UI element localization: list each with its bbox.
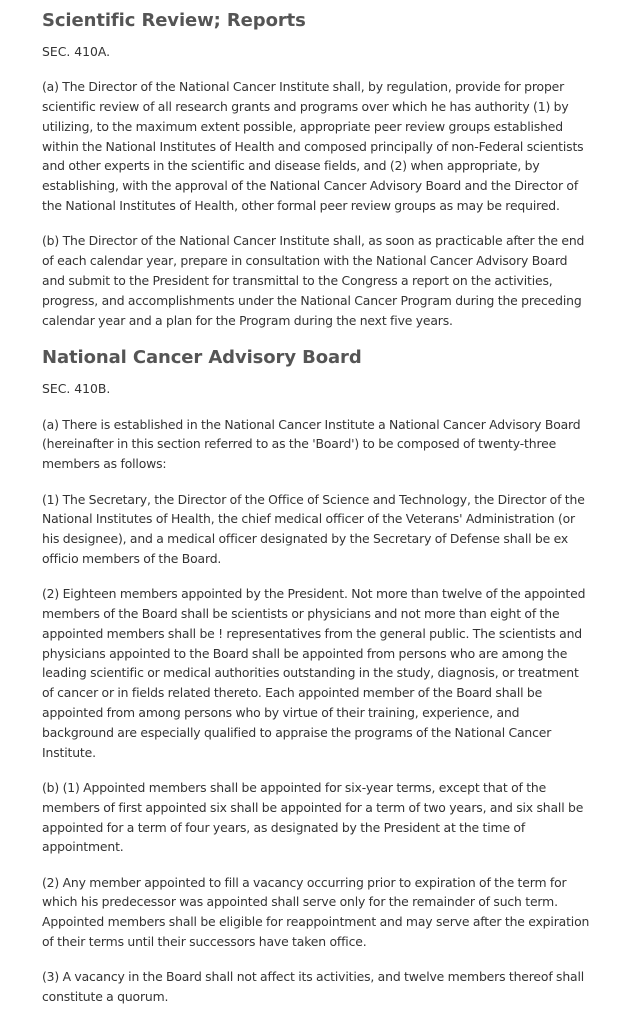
section-advisory-board	[42, 343, 590, 1007]
paragraph: (2) Eighteen members appointed by the President. Not more than twelve of the appointed members of the Board shall be scientists or physicians and not more than eight of the appointed members shall be ! representatives from the general public. The scientists and physicians appointed to the Board shall be appointed from persons who are among the leading scientific or medical authorities outstanding in the study, diagnosis, or treatment of cancer or in fields related thereto. Each appointed member of the Board shall be appointed from among persons who by virtue of their training, experience, and background are especially qualified to appraise the programs of the National Cancer Institute.	[42, 586, 586, 760]
paragraph: (a) The Director of the National Cancer Institute shall, by regulation, provide for proper scientific review of all research grants and programs over which he has authority (1) by utilizing, to the maximum extent possible, appropriate peer review groups established within the National Institutes of Health and composed principally of non-Federal scientists and other experts in the scientific and disease fields, and (2) when appropriate, by establishing, with the approval of the National Cancer Advisory Board and the Director of the National Institutes of Health, other formal peer review groups as may be required.	[42, 79, 584, 214]
section-number: SEC. 410B.	[42, 381, 111, 397]
paragraph: (1) The Secretary, the Director of the Office of Science and Technology, the Director of the National Institutes of Health, the chief medical officer of the Veterans' Administration (or his designee), and a medical officer designated by the Secretary of Defense shall be ex officio members of the Board.	[42, 491, 585, 566]
paragraph: (3) A vacancy in the Board shall not affect its activities, and twelve members thereof shall constitute a quorum.	[42, 969, 585, 1005]
paragraph: (b) (1) Appointed members shall be appointed for six-year terms, except that of the members of first appointed six shall be appointed for a term of two years, and six shall be appointed for a term of four years, as designated by the President at the time of appointment.	[42, 779, 584, 855]
section-heading: Scientific Review; Reports	[42, 10, 306, 31]
paragraph: (2) Any member appointed to fill a vacancy occurring prior to expiration of the term for which his predecessor was appointed shall serve only for the remainder of such term. Appointed members shall be eligible for reappointment and may serve after the expiration of their terms until their successors have taken office.	[42, 874, 590, 949]
section-number: SEC. 410A.	[42, 44, 111, 59]
section-scientific-review	[42, 6, 590, 330]
document-page	[42, 6, 590, 1007]
paragraph: (b) The Director of the National Cancer Institute shall, as soon as practicable after the end of each calendar year, prepare in consultation with the National Cancer Advisory Board and submit to the President for transmittal to the Congress a report on the activities, progress, and accomplishments under the National Cancer Program during the preceding calendar year and a plan for the Program during the next five years.	[42, 233, 585, 328]
section-heading: National Cancer Advisory Board	[42, 347, 362, 369]
paragraph: (a) There is established in the National Cancer Institute a National Cancer Advisory Board (hereinafter in this section referred to as the 'Board') to be composed of twenty-three members as follows:	[42, 416, 581, 472]
